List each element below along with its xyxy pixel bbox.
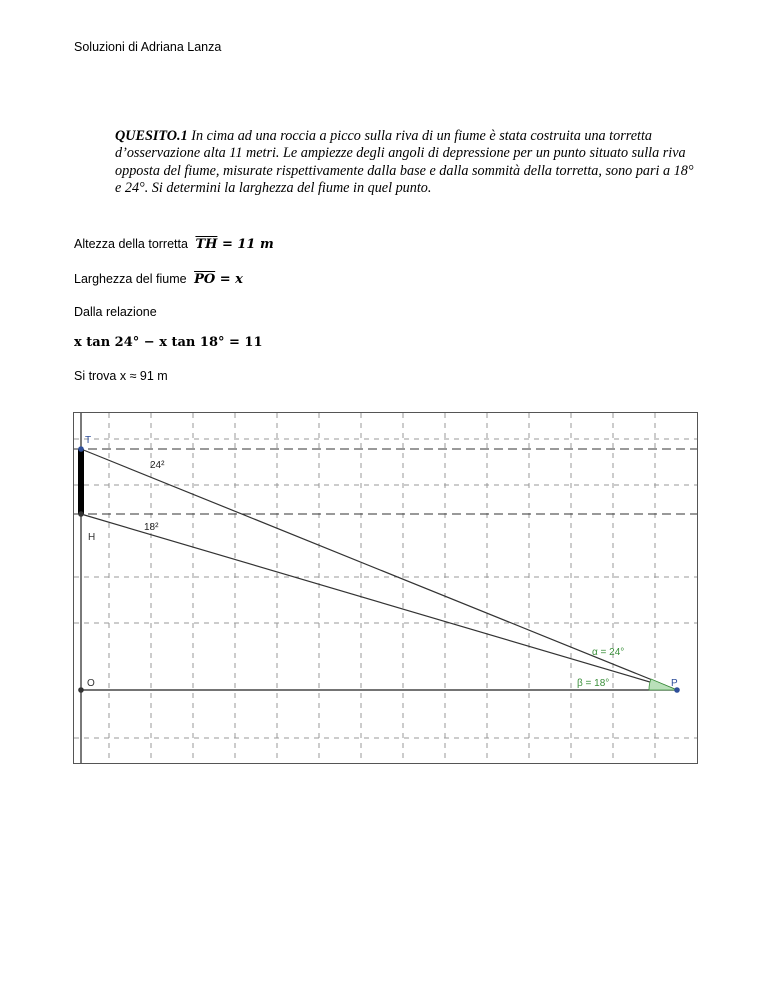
tower-height-label: Altezza della torretta [74, 237, 188, 251]
grid-vertical [109, 413, 655, 763]
point-t [78, 446, 84, 452]
river-value: = x [219, 272, 243, 287]
alpha-label: α = 24° [592, 647, 625, 658]
tower-segment: $\overline{TH}$ [195, 237, 218, 252]
sight-line-base [81, 514, 677, 690]
problem-statement [115, 128, 695, 198]
author-header: Soluzioni di Adriana Lanza [74, 40, 222, 54]
equation: x tan 24° − x tan 18° = 11 [74, 335, 263, 350]
point-h [78, 511, 84, 517]
river-width-line [74, 272, 243, 287]
equation-line [74, 335, 263, 350]
river-width-formula [194, 272, 243, 287]
beta-label: β = 18° [577, 678, 610, 689]
angle-label-base: 18² [144, 522, 159, 533]
tower-height-formula [195, 237, 273, 252]
label-p: P [671, 678, 678, 689]
tower-value: = 11 m [221, 237, 274, 252]
river-segment: $\overline{PO}$ [194, 272, 216, 287]
geometry-diagram [74, 413, 697, 763]
relation-label: Dalla relazione [74, 305, 157, 319]
river-width-label: Larghezza del fiume [74, 272, 187, 286]
result-line: Si trova x ≈ 91 m [74, 369, 168, 383]
problem-label: QUESITO.1 [115, 128, 188, 144]
label-o: O [87, 678, 95, 689]
geometry-figure [73, 412, 698, 764]
problem-text: In cima ad una roccia a picco sulla riva di un fiume è stata costruita una torretta d’osservazione alta 11 metri. Le ampiezze degli angoli di depressione per un punto situato sulla riva opposta del fiume, misurate rispettivamente dalla base e dalla sommità della torretta, sono pari a 18° e 24°. Si determini la larghezza del fiume in quel punto. [115, 128, 694, 197]
angle-label-top: 24² [150, 460, 165, 471]
label-h: H [88, 532, 96, 543]
point-o [78, 687, 84, 693]
label-t: T [85, 435, 92, 446]
tower-height-line [74, 237, 274, 252]
